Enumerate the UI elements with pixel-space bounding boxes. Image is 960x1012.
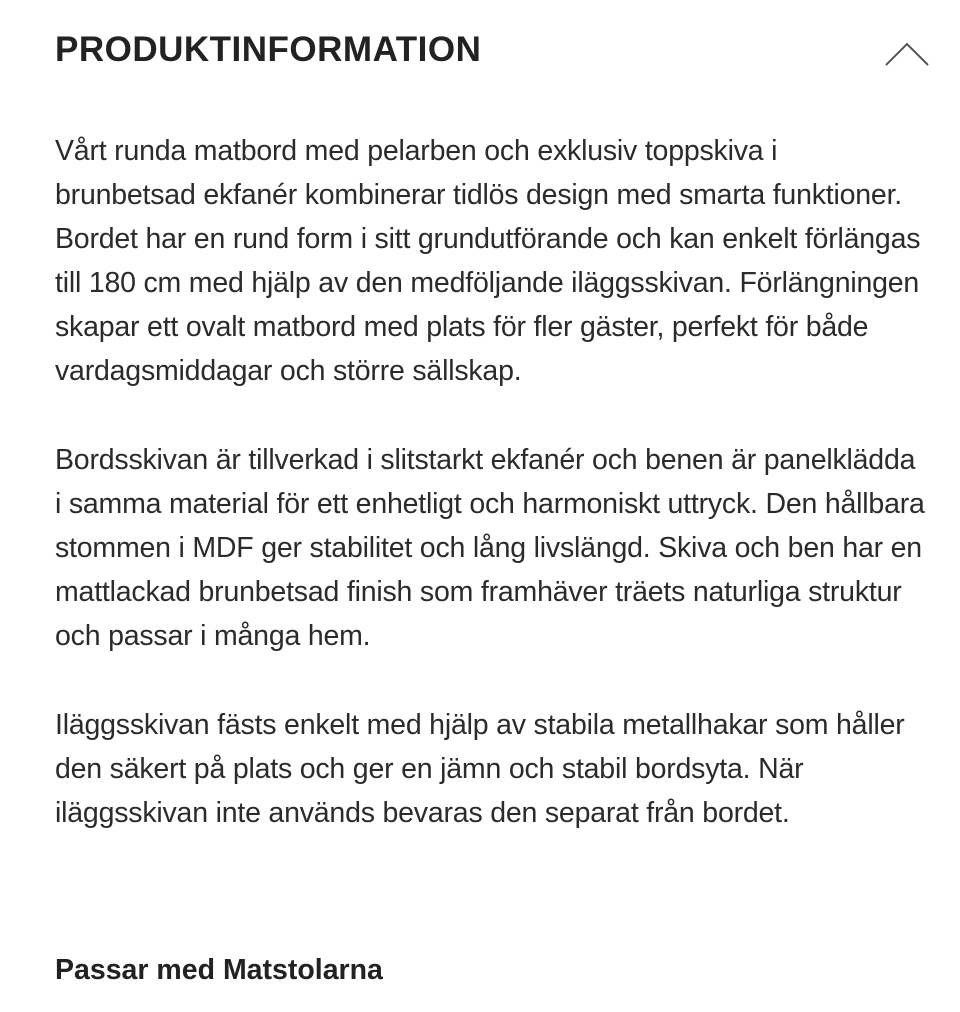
description-paragraph-1: Vårt runda matbord med pelarben och exklusiv toppskiva i brunbetsad ekfanér kombinerar tidlös design med smarta funktioner. Bordet har en rund form i sitt grundutförande och kan enkelt förlängas till 180 cm med hjälp av den medföljande iläggsskivan. Förlängningen skapar ett ovalt matbord med plats för fler gäster, perfekt för både vardagsmiddagar och större sällskap. [55, 135, 921, 387]
section-title: PRODUKTINFORMATION [55, 30, 482, 69]
description-paragraph-2: Bordsskivan är tillverkad i slitstarkt ekfanér och benen är panelklädda i samma material för ett enhetligt och harmoniskt uttryck. Den hållbara stommen i MDF ger stabilitet och lång livslängd. Skiva och ben har en mattlackad brunbetsad finish som framhäver träets naturliga struktur och passar i många hem. [55, 444, 925, 652]
matching-chairs-heading: Passar med Matstolarna [55, 954, 383, 986]
description-paragraph-3: Iläggsskivan fästs enkelt med hjälp av stabila metallhakar som håller den säkert på plats och ger en jämn och stabil bordsyta. När iläggsskivan inte används bevaras den separat från bordet. [55, 709, 905, 829]
accordion-header[interactable] [0, 0, 960, 100]
accordion-content [55, 129, 925, 880]
chevron-up-icon[interactable] [884, 40, 930, 68]
